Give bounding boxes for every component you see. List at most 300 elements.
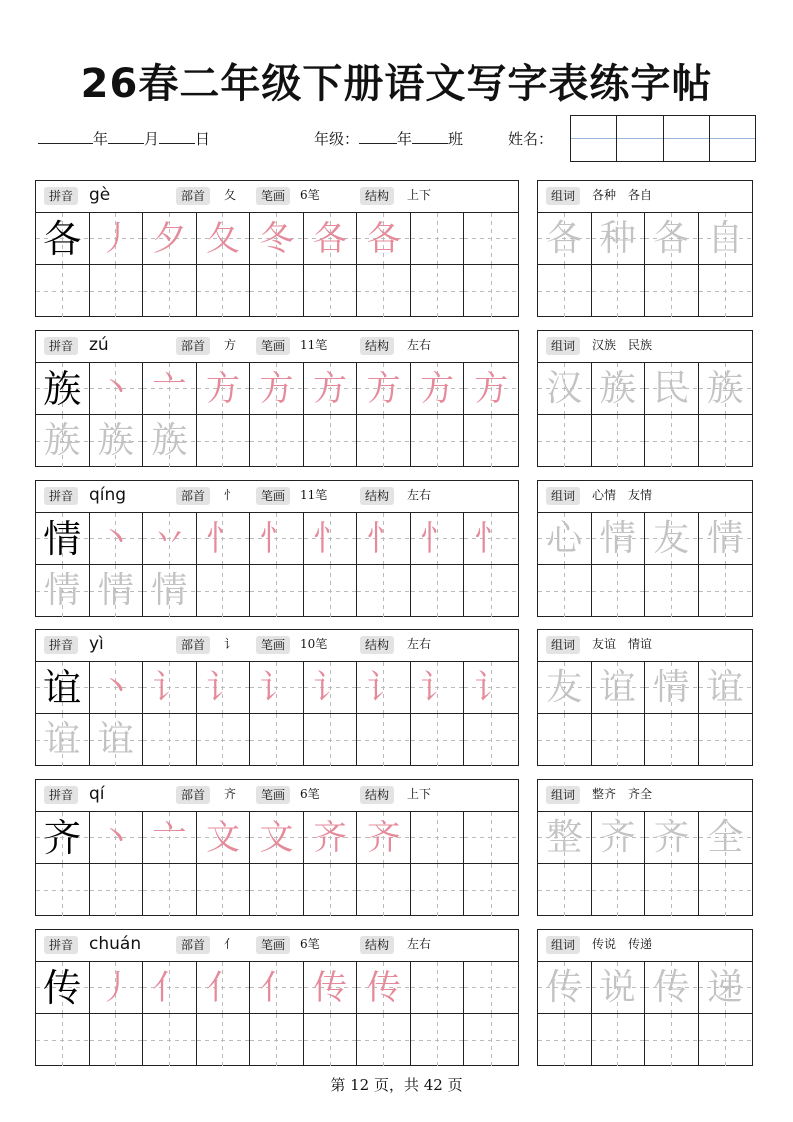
class-label: 班 [448,130,464,148]
grid-cell[interactable] [699,415,753,467]
char-info-header [36,481,518,513]
grid-cell[interactable] [36,213,90,265]
grade-year-label: 年 [397,130,413,148]
grid-cell[interactable] [304,415,358,467]
grid-cell[interactable] [36,714,90,766]
word-grid [538,812,752,916]
grid-cell[interactable] [699,565,753,617]
grid-cell[interactable] [36,1014,90,1066]
words-tag: 组词 [546,337,580,355]
stroke-order-step: 丶 [98,667,133,708]
grid-cell[interactable] [197,513,251,565]
word-trace-character: 自 [707,217,744,259]
word-trace-character: 心 [546,517,583,559]
char-info-header [36,930,518,962]
grid-cell[interactable] [592,513,646,565]
stroke-order-step: 忄 [259,518,294,559]
word-grid [538,662,752,766]
name-cell[interactable] [710,116,755,161]
grid-cell[interactable] [538,513,592,565]
grid-cell[interactable] [250,714,304,766]
grid-cell[interactable] [250,662,304,714]
grid-cell[interactable] [538,213,592,265]
grid-cell[interactable] [464,265,518,317]
grid-cell[interactable] [143,1014,197,1066]
grid-cell[interactable] [464,714,518,766]
grid-cell[interactable] [36,864,90,916]
grid-cell[interactable] [464,415,518,467]
grid-cell[interactable] [357,662,411,714]
grid-cell[interactable] [357,714,411,766]
strokes-tag: 笔画 [256,636,290,654]
grid-cell[interactable] [699,864,753,916]
pinyin-value: qíng [89,485,127,505]
grid-cell[interactable] [250,265,304,317]
grid-cell[interactable] [699,812,753,864]
writing-grid [36,812,518,916]
grid-cell[interactable] [197,962,251,1014]
class-blank[interactable] [412,129,448,144]
structure-value: 左右 [407,338,432,352]
grid-cell[interactable] [304,513,358,565]
grid-cell[interactable] [699,1014,753,1066]
grid-cell[interactable] [357,513,411,565]
date-line [38,128,210,149]
grid-cell[interactable] [143,513,197,565]
grid-cell[interactable] [411,662,465,714]
word-trace-character: 情 [653,666,690,708]
grid-cell[interactable] [538,265,592,317]
grid-cell[interactable] [645,363,699,415]
stroke-order-step: 丶 [98,368,133,409]
structure-tag: 结构 [360,786,394,804]
grid-cell[interactable] [645,513,699,565]
structure-tag: 结构 [360,487,394,505]
words-tag: 组词 [546,936,580,954]
grid-cell[interactable] [304,265,358,317]
strokes-value: 10笔 [300,637,328,651]
char-practice-section [35,480,519,617]
grid-cell[interactable] [464,812,518,864]
grid-cell[interactable] [464,565,518,617]
grid-cell[interactable] [250,363,304,415]
pinyin-tag: 拼音 [44,187,78,205]
grid-cell[interactable] [304,714,358,766]
grid-cell[interactable] [357,265,411,317]
grid-cell[interactable] [645,265,699,317]
word-trace-character: 友 [546,666,583,708]
grid-cell[interactable] [197,265,251,317]
radical-tag: 部首 [176,187,210,205]
pinyin-value: zú [89,335,109,355]
stroke-order-step: 讠 [366,667,401,708]
grid-cell[interactable] [90,565,144,617]
grid-cell[interactable] [304,962,358,1014]
grid-cell[interactable] [592,662,646,714]
grid-cell[interactable] [36,415,90,467]
radical-tag: 部首 [176,786,210,804]
radical-value: 方 [224,338,237,352]
word-trace-character: 递 [707,966,744,1008]
grid-cell[interactable] [357,213,411,265]
word-trace-character: 民 [653,367,690,409]
radical-value: 忄 [224,488,237,502]
word-trace-character: 族 [707,367,744,409]
pinyin-tag: 拼音 [44,487,78,505]
grid-cell[interactable] [538,1014,592,1066]
grid-cell[interactable] [197,363,251,415]
name-cell[interactable] [571,116,617,161]
word-header [538,181,752,213]
stroke-order-step: 方 [259,368,294,409]
grid-cell[interactable] [197,1014,251,1066]
radical-value: 讠 [224,637,237,651]
radical-tag: 部首 [176,936,210,954]
grid-cell[interactable] [592,714,646,766]
grid-cell[interactable] [197,812,251,864]
stroke-order-step: 方 [420,368,455,409]
grid-cell[interactable] [143,363,197,415]
structure-value: 左右 [407,637,432,651]
stroke-order-step: 亠 [152,368,187,409]
grade-year-blank[interactable] [359,129,397,144]
grid-cell[interactable] [250,565,304,617]
stroke-order-step: 文 [205,817,240,858]
stroke-order-step: 文 [259,817,294,858]
char-practice-section [35,330,519,467]
grid-cell[interactable] [357,962,411,1014]
grid-cell[interactable] [464,662,518,714]
grid-cell[interactable] [36,265,90,317]
word-trace-character: 情 [599,517,636,559]
grid-cell[interactable] [304,1014,358,1066]
grid-cell[interactable] [197,662,251,714]
grid-cell[interactable] [411,415,465,467]
stroke-order-step: 丿 [98,967,133,1008]
model-character: 族 [43,366,82,411]
stroke-order-step: 各 [366,218,401,259]
words-tag: 组词 [546,786,580,804]
grid-cell[interactable] [90,265,144,317]
grid-cell[interactable] [699,213,753,265]
stroke-order-step: 丿 [98,218,133,259]
grid-cell[interactable] [36,513,90,565]
stroke-order-step: 传 [366,967,401,1008]
grid-cell[interactable] [411,812,465,864]
writing-grid [36,363,518,467]
name-cell[interactable] [617,116,663,161]
stroke-order-step: 传 [313,967,348,1008]
trace-character: 情 [44,570,81,611]
grid-cell[interactable] [143,714,197,766]
structure-tag: 结构 [360,187,394,205]
grid-cell[interactable] [464,213,518,265]
grid-cell[interactable] [304,662,358,714]
page-footer: 第 12 页，共 42 页 [330,1076,463,1094]
grid-cell[interactable] [645,415,699,467]
grid-cell[interactable] [645,812,699,864]
word-header [538,630,752,662]
grid-cell[interactable] [357,812,411,864]
grid-cell[interactable] [36,363,90,415]
grid-cell[interactable] [645,1014,699,1066]
words-value: 友谊 情谊 [592,637,653,651]
grid-cell[interactable] [357,415,411,467]
stroke-order-step: 讠 [474,667,509,708]
pinyin-tag: 拼音 [44,337,78,355]
writing-grid [36,513,518,617]
structure-value: 左右 [407,488,432,502]
strokes-tag: 笔画 [256,187,290,205]
stroke-order-step: 讠 [152,667,187,708]
grade-label: 年级： [314,130,360,148]
stroke-order-step: 亻 [152,967,187,1008]
grid-cell[interactable] [250,415,304,467]
stroke-order-step: 丶 [98,518,133,559]
grid-cell[interactable] [592,213,646,265]
grid-cell[interactable] [464,962,518,1014]
words-tag: 组词 [546,187,580,205]
grid-cell[interactable] [538,363,592,415]
stroke-order-step: 讠 [205,667,240,708]
grid-cell[interactable] [411,565,465,617]
strokes-tag: 笔画 [256,487,290,505]
char-practice-section [35,779,519,916]
grid-cell[interactable] [592,864,646,916]
grid-cell[interactable] [464,363,518,415]
grid-cell[interactable] [645,213,699,265]
model-character: 齐 [43,815,82,860]
grid-cell[interactable] [90,415,144,467]
grid-cell[interactable] [197,415,251,467]
grid-cell[interactable] [411,213,465,265]
grid-cell[interactable] [90,714,144,766]
name-grid[interactable] [570,115,756,162]
word-practice-section [537,629,753,766]
day-label: 日 [195,130,211,148]
grid-cell[interactable] [464,864,518,916]
grid-cell[interactable] [645,662,699,714]
word-trace-character: 谊 [599,666,636,708]
grid-cell[interactable] [592,415,646,467]
char-practice-section [35,929,519,1066]
grid-cell[interactable] [36,662,90,714]
grid-cell[interactable] [699,265,753,317]
structure-tag: 结构 [360,337,394,355]
words-value: 各种 各自 [592,188,653,202]
grid-cell[interactable] [143,415,197,467]
grid-cell[interactable] [36,565,90,617]
grid-cell[interactable] [645,962,699,1014]
grade-line [314,128,463,149]
grid-cell[interactable] [143,812,197,864]
stroke-order-step: 亻 [259,967,294,1008]
grid-cell[interactable] [592,265,646,317]
grid-cell[interactable] [250,213,304,265]
grid-cell[interactable] [250,1014,304,1066]
month-blank[interactable] [108,129,144,144]
strokes-value: 11笔 [300,338,328,352]
stroke-order-step: 讠 [313,667,348,708]
word-header [538,481,752,513]
word-trace-character: 传 [653,966,690,1008]
word-header [538,930,752,962]
grid-cell[interactable] [90,213,144,265]
word-header [538,780,752,812]
strokes-tag: 笔画 [256,337,290,355]
stroke-order-step: 方 [205,368,240,409]
year-label: 年 [93,130,109,148]
grid-cell[interactable] [250,513,304,565]
grid-cell[interactable] [699,962,753,1014]
model-character: 谊 [43,665,82,710]
grid-cell[interactable] [304,812,358,864]
grid-cell[interactable] [304,213,358,265]
grid-cell[interactable] [538,662,592,714]
grid-cell[interactable] [645,864,699,916]
grid-cell[interactable] [538,962,592,1014]
stroke-order-step: 亠 [152,817,187,858]
day-blank[interactable] [159,129,195,144]
trace-character: 情 [151,570,188,611]
page-title: 26春二年级下册语文写字表练字帖 [80,61,713,107]
structure-value: 上下 [407,787,432,801]
stroke-order-step: 忄 [313,518,348,559]
char-practice-section [35,629,519,766]
grid-cell[interactable] [250,812,304,864]
grid-cell[interactable] [143,213,197,265]
grid-cell[interactable] [592,812,646,864]
grid-cell[interactable] [90,1014,144,1066]
trace-character: 族 [151,420,188,461]
grid-cell[interactable] [592,1014,646,1066]
grid-cell[interactable] [143,265,197,317]
grid-cell[interactable] [90,513,144,565]
stroke-order-step: 冬 [259,218,294,259]
word-trace-character: 齐 [653,816,690,858]
stroke-order-step: 齐 [313,817,348,858]
stroke-order-step: 方 [366,368,401,409]
word-trace-character: 谊 [707,666,744,708]
grid-cell[interactable] [592,962,646,1014]
grid-cell[interactable] [538,864,592,916]
grid-cell[interactable] [197,714,251,766]
structure-tag: 结构 [360,636,394,654]
grid-cell[interactable] [143,864,197,916]
radical-value: 齐 [224,787,237,801]
grid-cell[interactable] [699,513,753,565]
word-practice-section [537,330,753,467]
word-practice-section [537,180,753,317]
grid-cell[interactable] [699,363,753,415]
grid-cell[interactable] [411,962,465,1014]
grid-cell[interactable] [357,363,411,415]
stroke-order-step: 讠 [259,667,294,708]
grid-cell[interactable] [143,565,197,617]
grid-cell[interactable] [304,363,358,415]
grid-cell[interactable] [143,962,197,1014]
trace-character: 情 [97,570,134,611]
grid-cell[interactable] [411,513,465,565]
pinyin-value: gè [89,185,111,205]
grid-cell[interactable] [538,714,592,766]
word-practice-section [537,929,753,1066]
grid-cell[interactable] [36,812,90,864]
word-trace-character: 情 [707,517,744,559]
grid-cell[interactable] [699,662,753,714]
name-cell[interactable] [664,116,710,161]
grid-cell[interactable] [538,565,592,617]
grid-cell[interactable] [357,565,411,617]
model-character: 情 [43,516,82,561]
grid-cell[interactable] [592,565,646,617]
year-blank[interactable] [38,129,93,144]
grid-cell[interactable] [538,415,592,467]
grid-cell[interactable] [90,812,144,864]
word-grid [538,962,752,1066]
grid-cell[interactable] [538,812,592,864]
char-practice-section [35,180,519,317]
strokes-value: 6笔 [300,787,320,801]
stroke-order-step: 忄 [474,518,509,559]
grid-cell[interactable] [464,1014,518,1066]
stroke-order-step: 方 [474,368,509,409]
grid-cell[interactable] [250,864,304,916]
grid-cell[interactable] [90,363,144,415]
word-trace-character: 各 [653,217,690,259]
grid-cell[interactable] [90,864,144,916]
grid-cell[interactable] [304,864,358,916]
grid-cell[interactable] [90,962,144,1014]
stroke-order-step: 齐 [366,817,401,858]
grid-cell[interactable] [357,1014,411,1066]
grid-cell[interactable] [699,714,753,766]
grid-cell[interactable] [357,864,411,916]
words-value: 汉族 民族 [592,338,653,352]
grid-cell[interactable] [197,565,251,617]
grid-cell[interactable] [411,1014,465,1066]
structure-value: 左右 [407,937,432,951]
pinyin-tag: 拼音 [44,786,78,804]
word-trace-character: 传 [546,966,583,1008]
pinyin-value: qí [89,784,105,804]
grid-cell[interactable] [197,213,251,265]
grid-cell[interactable] [90,662,144,714]
grid-cell[interactable] [36,962,90,1014]
model-character: 各 [43,216,82,261]
stroke-order-step: 各 [313,218,348,259]
grid-cell[interactable] [197,864,251,916]
grid-cell[interactable] [304,565,358,617]
grid-cell[interactable] [250,962,304,1014]
grid-cell[interactable] [645,714,699,766]
pinyin-tag: 拼音 [44,636,78,654]
grid-cell[interactable] [143,662,197,714]
grid-cell[interactable] [411,864,465,916]
pinyin-value: yì [89,634,104,654]
structure-tag: 结构 [360,936,394,954]
grid-cell[interactable] [464,513,518,565]
word-trace-character: 友 [653,517,690,559]
radical-tag: 部首 [176,487,210,505]
grid-cell[interactable] [645,565,699,617]
grid-cell[interactable] [411,363,465,415]
grid-cell[interactable] [592,363,646,415]
grid-cell[interactable] [411,265,465,317]
stroke-order-step: 方 [313,368,348,409]
grid-cell[interactable] [411,714,465,766]
strokes-tag: 笔画 [256,936,290,954]
